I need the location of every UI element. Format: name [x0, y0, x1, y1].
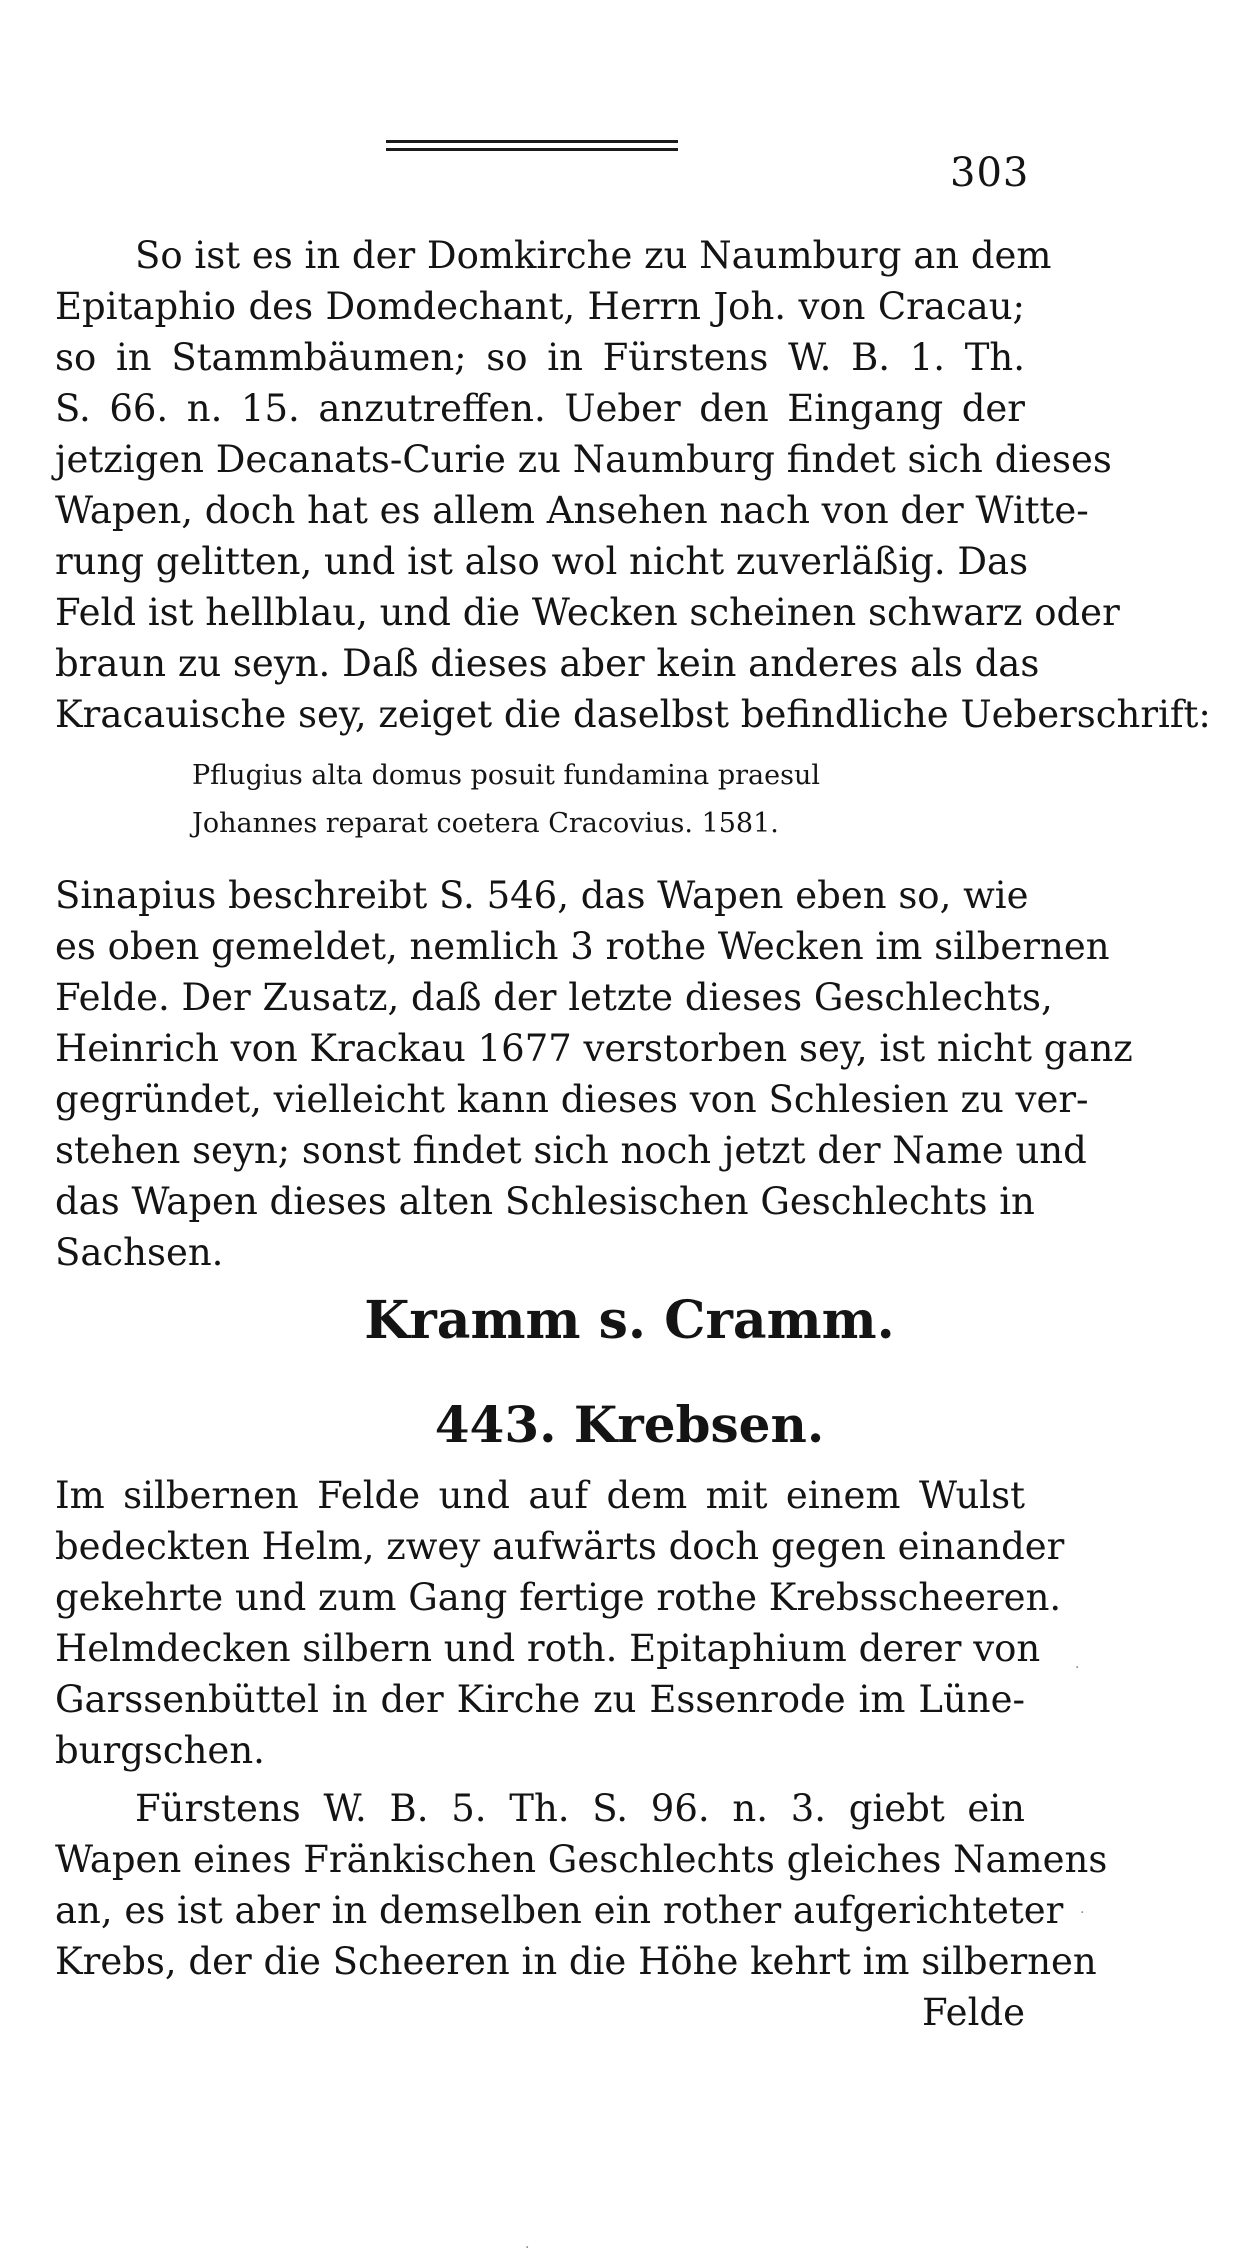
paragraph-3 [55, 1470, 1065, 1776]
text-line: Felde. Der Zusatz, daß der letzte dieses Geschlechts, [55, 976, 1053, 1019]
header-rule [386, 140, 678, 156]
text-line: so in Stammbäumen; so in Fürstens W. B. 1. Th. [55, 336, 1025, 379]
print-speck: · [525, 2240, 530, 2256]
text-line: Heinrich von Krackau 1677 verstorben sey, ist nicht ganz [55, 1027, 1133, 1070]
quote-line: Pflugius alta domus posuit fundamina praesul [192, 760, 821, 791]
entry-heading-kramm: Kramm s. Cramm. [364, 1290, 895, 1351]
header-rule-line [386, 140, 678, 143]
text-line: rung gelitten, und ist also wol nicht zuverläßig. Das [55, 540, 1029, 583]
header-rule-line [386, 148, 678, 151]
entry-heading-krebsen: 443. Krebsen. [434, 1395, 825, 1454]
text-line: Sachsen. [55, 1231, 224, 1274]
text-line: es oben gemeldet, nemlich 3 rothe Wecken im silbernen [55, 925, 1110, 968]
text-line: Fürstens W. B. 5. Th. S. 96. n. 3. giebt ein [135, 1787, 1025, 1830]
text-line: braun zu seyn. Daß dieses aber kein anderes als das [55, 642, 1040, 685]
text-line: Kracauische sey, zeiget die daselbst befindliche Ueberschrift: [55, 693, 1211, 736]
text-line: S. 66. n. 15. anzutreffen. Ueber den Eingang der [55, 387, 1025, 430]
text-line: Wapen eines Fränkischen Geschlechts gleiches Namens [55, 1838, 1108, 1881]
print-speck: · [1080, 1905, 1085, 1921]
paragraph-2 [55, 870, 1133, 1278]
text-line: gekehrte und zum Gang fertige rothe Krebsscheeren. [55, 1576, 1062, 1619]
text-line: Garssenbüttel in der Kirche zu Essenrode im Lüne- [55, 1678, 1025, 1721]
text-line: Krebs, der die Scheeren in die Höhe kehrt im silbernen [55, 1940, 1097, 1983]
text-line: gegründet, vielleicht kann dieses von Schlesien zu ver- [55, 1078, 1089, 1121]
paragraph-4 [55, 1783, 1108, 2038]
text-line: das Wapen dieses alten Schlesischen Geschlechts in [55, 1180, 1035, 1223]
inscription-quote [192, 752, 892, 848]
text-line: Sinapius beschreibt S. 546, das Wapen eben so, wie [55, 874, 1029, 917]
quote-line: Johannes reparat coetera Cracovius. 1581. [192, 808, 779, 839]
text-line: stehen seyn; sonst findet sich noch jetzt der Name und [55, 1129, 1087, 1172]
text-line: burgschen. [55, 1729, 265, 1772]
text-line: an, es ist aber in demselben ein rother aufgerichteter [55, 1889, 1064, 1932]
text-line: jetzigen Decanats-Curie zu Naumburg findet sich dieses [55, 438, 1112, 481]
page-number: 303 [950, 150, 1030, 196]
text-line: Epitaphio des Domdechant, Herrn Joh. von Cracau; [55, 285, 1025, 328]
paragraph-1 [55, 230, 1211, 740]
print-speck: · [1075, 1660, 1080, 1676]
text-line: Helmdecken silbern und roth. Epitaphium derer von [55, 1627, 1041, 1670]
catchword: Felde [922, 1991, 1025, 2034]
text-line: bedeckten Helm, zwey aufwärts doch gegen einander [55, 1525, 1065, 1568]
text-line: Wapen, doch hat es allem Ansehen nach von der Witte- [55, 489, 1089, 532]
text-line: Im silbernen Felde und auf dem mit einem Wulst [55, 1474, 1025, 1517]
text-line: So ist es in der Domkirche zu Naumburg an dem [135, 234, 1052, 277]
text-line: Feld ist hellblau, und die Wecken scheinen schwarz oder [55, 591, 1120, 634]
